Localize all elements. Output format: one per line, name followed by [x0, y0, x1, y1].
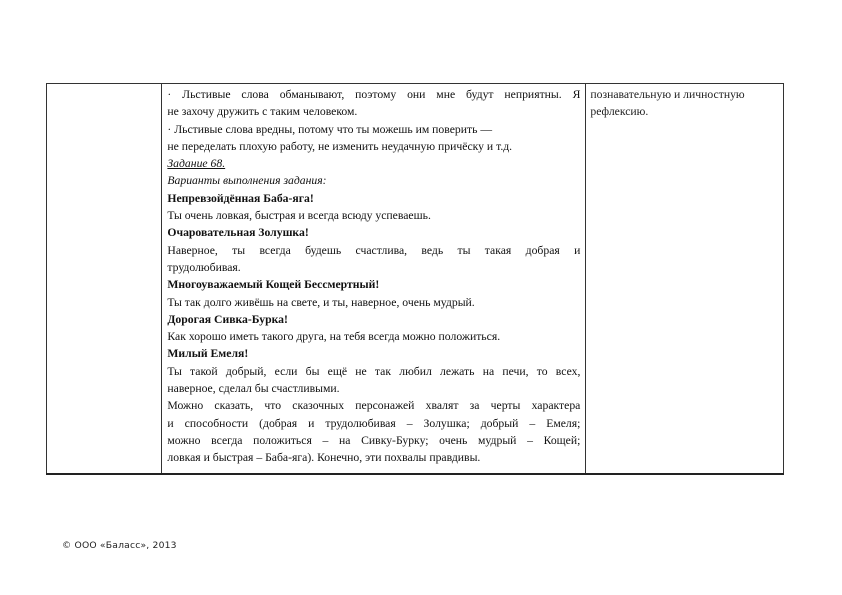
main-content-cell — [162, 84, 586, 474]
greeting-heading: Милый Емеля! — [167, 347, 249, 361]
paragraph-line: не переделать плохую работу, не изменить неудачную причёску и т.д. — [167, 139, 513, 153]
task-heading: Задание 68. — [167, 157, 226, 171]
paragraph-line: Ты такой добрый, если бы ещё не так любил лежать на печи, то всех, — [167, 364, 581, 378]
paragraph-line: не захочу дружить с таким человеком. — [167, 105, 358, 119]
paragraph-line: Как хорошо иметь такого друга, на тебя всегда можно положиться. — [167, 330, 501, 344]
right-cell-line: познавательную и личностную — [590, 88, 745, 101]
paragraph-line: Ты так долго живёшь на свете, и ты, наверное, очень мудрый. — [167, 295, 475, 309]
table-row — [47, 84, 784, 474]
paragraph-line: · Льстивые слова вредны, потому что ты можешь им поверить — — [167, 122, 493, 136]
paragraph-line: трудолюбивая. — [167, 260, 241, 274]
paragraph-line: наверное, сделал бы счастливыми. — [167, 382, 340, 396]
paragraph-line: Наверное, ты всегда будешь счастлива, ведь ты такая добрая и — [167, 243, 581, 257]
paragraph-line: можно всегда положиться – на Сивку-Бурку; очень мудрый – Кощей; — [167, 433, 581, 447]
greeting-heading: Очаровательная Золушка! — [167, 226, 309, 240]
right-cell — [586, 84, 784, 474]
lesson-table — [46, 83, 784, 475]
paragraph-line: · Льстивые слова обманывают, поэтому они мне будут неприятны. Я — [167, 88, 581, 101]
greeting-heading: Непревзойдённая Баба-яга! — [167, 191, 314, 205]
right-cell-line: рефлексию. — [590, 105, 649, 119]
copyright-footer: © ООО «Баласс», 2013 — [62, 540, 177, 551]
paragraph-line: ловкая и быстрая – Баба-яга). Конечно, эти похвалы правдивы. — [167, 451, 481, 465]
paragraph-line: и способности (добрая и трудолюбивая – Золушка; добрый – Емеля; — [167, 416, 581, 430]
paragraph-line: Ты очень ловкая, быстрая и всегда всюду успеваешь. — [167, 209, 431, 223]
variants-heading: Варианты выполнения задания: — [167, 174, 327, 188]
paragraph-line: Можно сказать, что сказочных персонажей хвалят за черты характера — [167, 399, 581, 413]
greeting-heading: Многоуважаемый Кощей Бессмертный! — [167, 278, 380, 292]
empty-left-cell — [47, 84, 162, 474]
greeting-heading: Дорогая Сивка-Бурка! — [167, 312, 288, 326]
